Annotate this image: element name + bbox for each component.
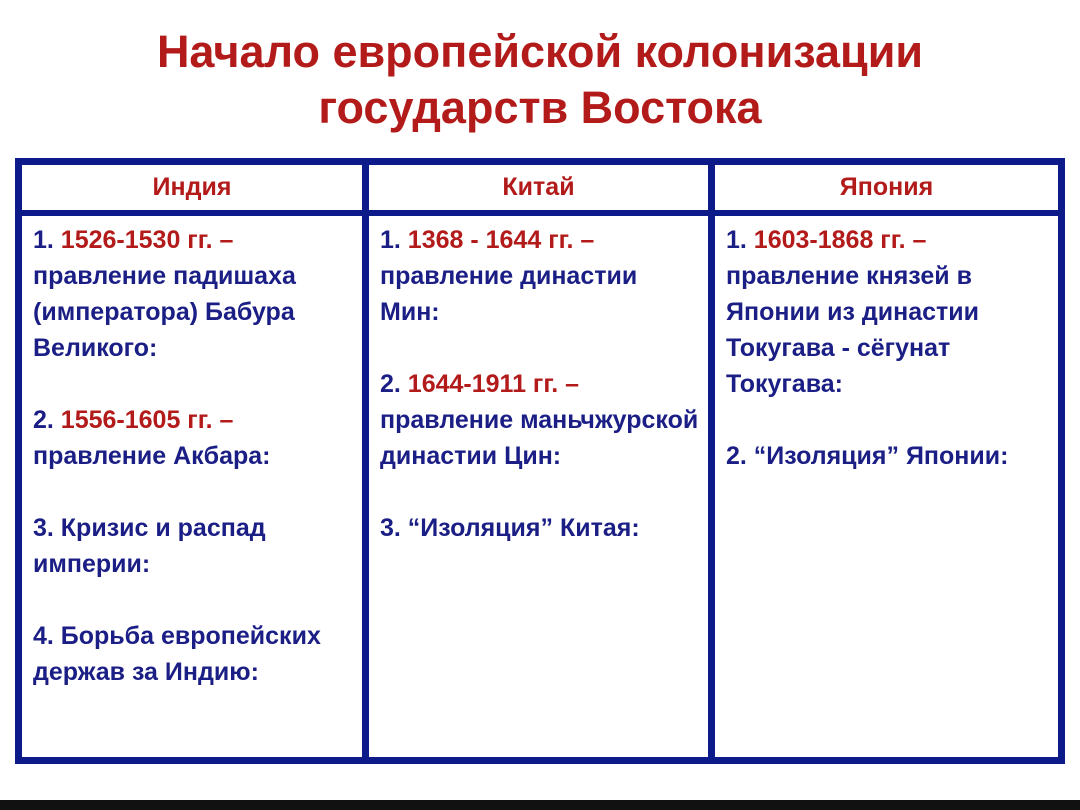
list-item: 2. 1556-1605 гг. – правление Акбара:	[33, 406, 271, 470]
column-header-japan: Япония	[715, 165, 1058, 210]
list-item: 3. Кризис и распад империи:	[33, 514, 266, 578]
column-body-india	[22, 216, 362, 757]
column-header-india: Индия	[22, 165, 362, 210]
list-item: 2. 1644-1911 гг. – правление маньчжурской династии Цин:	[380, 370, 699, 470]
date-range: 1368 - 1644 гг. –	[407, 226, 595, 254]
list-item: 2. “Изоляция” Японии:	[726, 442, 1009, 470]
date-range: 1644-1911 гг. –	[407, 370, 580, 398]
column-header-china: Китай	[369, 165, 708, 210]
title-line-2: государств Востока	[318, 82, 762, 133]
title-line-1: Начало европейской колонизации	[156, 26, 924, 77]
list-item: 4. Борьба европейских держав за Индию:	[33, 622, 321, 686]
history-table	[15, 158, 1065, 764]
column-body-china	[369, 216, 708, 757]
list-item: 3. “Изоляция” Китая:	[380, 514, 640, 542]
date-range: 1603-1868 гг. –	[753, 226, 927, 254]
column-body-japan	[715, 216, 1058, 757]
list-item: 1. 1368 - 1644 гг. – правление династии Мин:	[380, 226, 638, 326]
column-japan	[715, 165, 1058, 757]
list-item: 1. 1603-1868 гг. – правление князей в Японии из династии Токугава - сёгунат Токугава:	[726, 226, 979, 398]
list-item: 1. 1526-1530 гг. – правление падишаха (императора) Бабура Великого:	[33, 226, 296, 362]
column-india	[22, 165, 362, 757]
date-range: 1526-1530 гг. –	[60, 226, 234, 254]
bottom-bar	[0, 800, 1080, 810]
date-range: 1556-1605 гг. –	[60, 406, 234, 434]
slide-title	[0, 24, 1080, 136]
column-china	[369, 165, 708, 757]
